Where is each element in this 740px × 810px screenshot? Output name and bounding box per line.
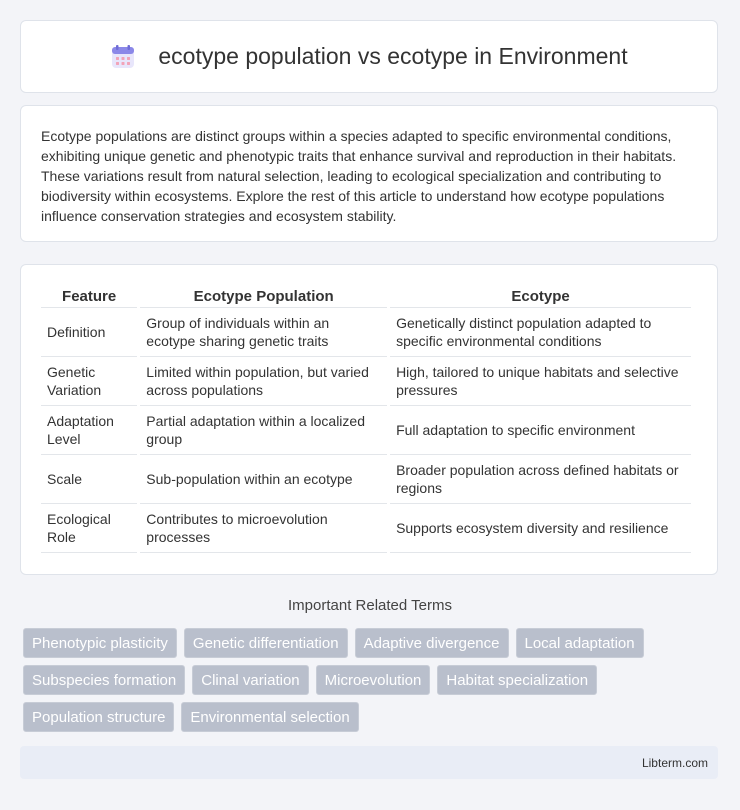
table-cell: Group of individuals within an ecotype sharing genetic traits <box>140 308 387 357</box>
page-title: ecotype population vs ecotype in Environment <box>158 43 628 69</box>
related-term-tag[interactable]: Phenotypic plasticity <box>23 628 177 658</box>
related-term-tag[interactable]: Local adaptation <box>516 628 644 658</box>
header-ecotype: Ecotype <box>390 285 691 308</box>
related-term-tag[interactable]: Microevolution <box>316 665 431 695</box>
table-cell: Sub-population within an ecotype <box>140 455 387 504</box>
table-row <box>41 357 691 406</box>
table-cell: Contributes to microevolution processes <box>140 504 387 553</box>
calendar-icon <box>110 44 136 70</box>
comparison-table <box>38 285 694 553</box>
table-cell: High, tailored to unique habitats and selective pressures <box>390 357 691 406</box>
table-row <box>41 308 691 357</box>
table-cell: Scale <box>41 455 137 504</box>
table-cell: Partial adaptation within a localized group <box>140 406 387 455</box>
table-cell: Broader population across defined habitats or regions <box>390 455 691 504</box>
table-cell: Ecological Role <box>41 504 137 553</box>
related-terms-list <box>23 628 713 739</box>
table-cell: Genetic Variation <box>41 357 137 406</box>
table-cell: Genetically distinct population adapted to specific environmental conditions <box>390 308 691 357</box>
related-term-tag[interactable]: Population structure <box>23 702 174 732</box>
table-row <box>41 504 691 553</box>
related-terms-title: Important Related Terms <box>288 597 452 614</box>
header-ecotype-population: Ecotype Population <box>140 285 387 308</box>
table-cell: Definition <box>41 308 137 357</box>
table-cell: Limited within population, but varied across populations <box>140 357 387 406</box>
related-term-tag[interactable]: Environmental selection <box>181 702 358 732</box>
table-cell: Full adaptation to specific environment <box>390 406 691 455</box>
header-card <box>20 20 718 93</box>
table-cell: Adaptation Level <box>41 406 137 455</box>
table-cell: Supports ecosystem diversity and resilience <box>390 504 691 553</box>
comparison-card <box>20 264 718 575</box>
related-term-tag[interactable]: Adaptive divergence <box>355 628 509 658</box>
table-header-row <box>41 285 691 308</box>
related-term-tag[interactable]: Genetic differentiation <box>184 628 348 658</box>
related-term-tag[interactable]: Habitat specialization <box>437 665 597 695</box>
related-term-tag[interactable]: Subspecies formation <box>23 665 185 695</box>
related-term-tag[interactable]: Clinal variation <box>192 665 308 695</box>
intro-text: Ecotype populations are distinct groups within a species adapted to specific environmental conditions, exhibiting unique genetic and phenotypic traits that enhance survival and reproduction in their habitats. These variations result from natural selection, leading to ecological specialization and contributing to biodiversity within ecosystems. Explore the rest of this article to understand how ecotype populations influence conservation strategies and ecosystem stability. <box>41 128 677 224</box>
footer-site-link[interactable]: Libterm.com <box>641 755 708 770</box>
header-feature: Feature <box>41 285 137 308</box>
footer <box>20 746 718 779</box>
table-row <box>41 455 691 504</box>
table-row <box>41 406 691 455</box>
intro-card <box>20 105 718 242</box>
